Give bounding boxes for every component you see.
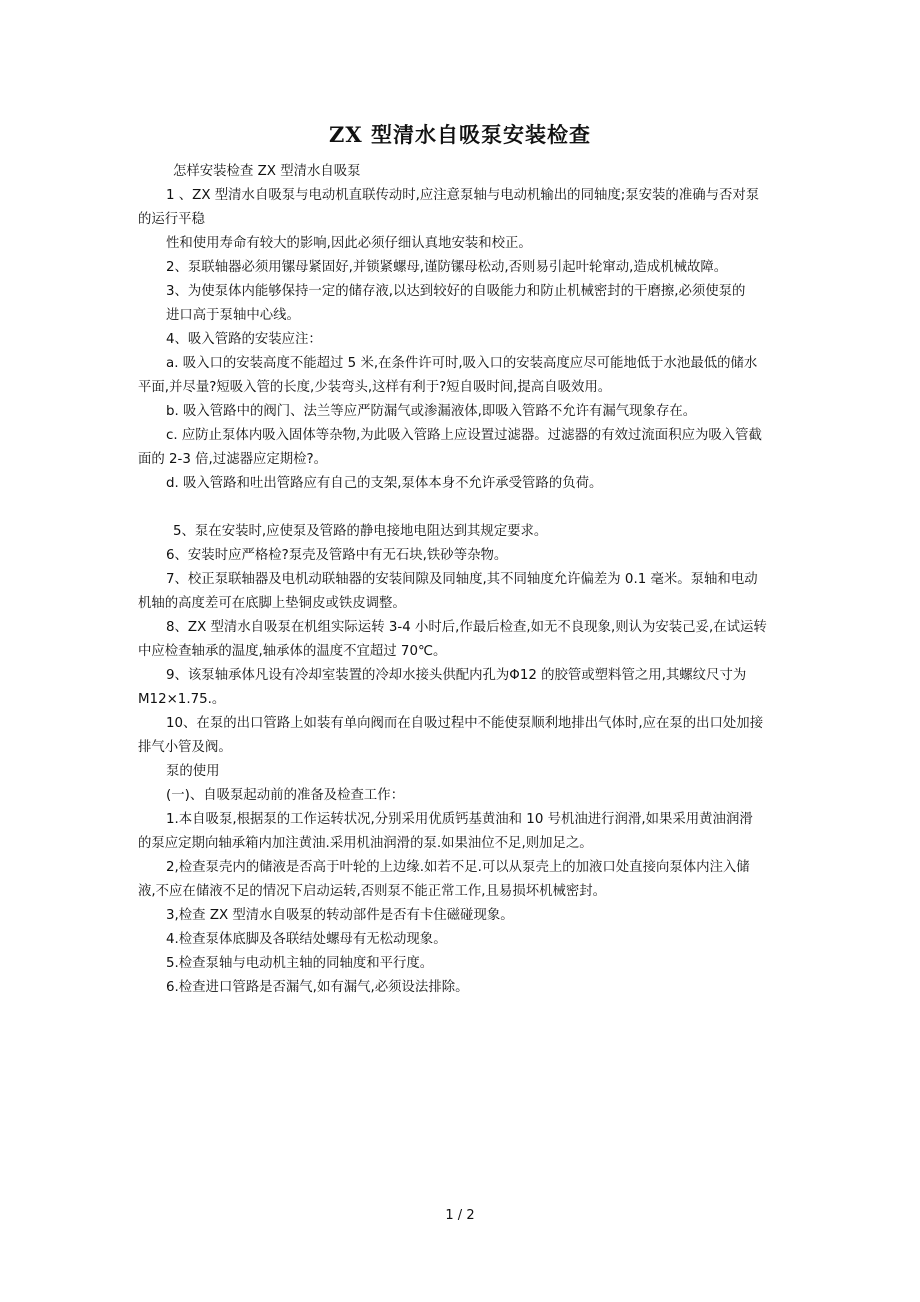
item-4c-line-1: c. 应防止泵体内吸入固体等杂物,为此吸入管路上应设置过滤器。过滤器的有效过流面积应为吸入管截: [166, 428, 762, 443]
item-1-line-2: 的运行平稳: [138, 212, 205, 227]
item-4a-line-2: 平面,并尽量?短吸入管的长度,少装弯头,这样有利于?短自吸时间,提高自吸效用。: [138, 380, 612, 395]
document-body: [138, 160, 788, 1000]
check-2-line-2: 液,不应在储液不足的情况下启动运转,否则泵不能正常工作,且易损坏机械密封。: [138, 884, 607, 899]
item-4b: b. 吸入管路中的阀门、法兰等应严防漏气或渗漏液体,即吸入管路不允许有漏气现象存在。: [166, 404, 697, 419]
check-1-line-2: 的泵应定期向轴承箱内加注黄油.采用机油润滑的泵.如果油位不足,则加足之。: [138, 836, 593, 851]
section-heading-usage: 泵的使用: [166, 764, 220, 779]
item-8-line-1: 8、ZX 型清水自吸泵在机组实际运转 3-4 小时后,作最后检查,如无不良现象,则认为安装己妥,在试运转: [166, 620, 767, 635]
item-1-line-1: 1 、ZX 型清水自吸泵与电动机直联传动时,应注意泵轴与电动机输出的同轴度;泵安装的准确与否对泵: [166, 188, 760, 203]
item-4d: d. 吸入管路和吐出管路应有自己的支架,泵体本身不允许承受管路的负荷。: [166, 476, 603, 491]
item-10-line-2: 排气小管及阀。: [138, 740, 232, 755]
intro-line: 怎样安装检查 ZX 型清水自吸泵: [173, 164, 361, 179]
item-10-line-1: 10、在泵的出口管路上如装有单向阀而在自吸过程中不能使泵顺利地排出气体时,应在泵的出口处加接: [166, 716, 764, 731]
check-4: 4.检查泵体底脚及各联结处螺母有无松动现象。: [166, 932, 447, 947]
check-5: 5.检查泵轴与电动机主轴的同轴度和平行度。: [166, 956, 434, 971]
item-4c-line-2: 面的 2-3 倍,过滤器应定期检?。: [138, 452, 328, 467]
item-3-line-1: 3、为使泵体内能够保持一定的储存液,以达到较好的自吸能力和防止机械密封的干磨擦,必须使泵的: [166, 284, 746, 299]
item-3-line-2: 进口高于泵轴中心线。: [166, 308, 300, 323]
item-8-line-2: 中应检查轴承的温度,轴承体的温度不宜超过 70℃。: [138, 644, 447, 659]
check-3: 3,检查 ZX 型清水自吸泵的转动部件是否有卡住磁碰现象。: [166, 908, 514, 923]
item-4a-line-1: a. 吸入口的安装高度不能超过 5 米,在条件许可时,吸入口的安装高度应尽可能地低于水池最低的储水: [166, 356, 758, 371]
subsection-heading-prestart: (一)、自吸泵起动前的准备及检查工作：: [166, 788, 405, 803]
item-6: 6、安装时应严格检?泵壳及管路中有无石块,铁砂等杂物。: [166, 548, 508, 563]
item-2: 2、泵联轴器必须用镙母紧固好,并锁紧螺母,谨防镙母松动,否则易引起叶轮窜动,造成机械故障。: [166, 260, 728, 275]
document-title: ZX 型清水自吸泵安装检查: [329, 122, 591, 147]
item-9-line-1: 9、该泵轴承体凡设有冷却室装置的冷却水接头供配内孔为Φ12 的胶管或塑料管之用,其螺纹尺寸为: [166, 668, 747, 683]
blank-line: [138, 496, 788, 520]
item-4: 4、吸入管路的安装应注：: [166, 332, 322, 347]
check-2-line-1: 2,检查泵壳内的储液是否高于叶轮的上边缘.如若不足.可以从泵壳上的加液口处直接向泵体内注入储: [166, 860, 750, 875]
check-6: 6.检查进口管路是否漏气,如有漏气,必须设法排除。: [166, 980, 469, 995]
item-7-line-2: 机轴的高度差可在底脚上垫铜皮或铁皮调整。: [138, 596, 406, 611]
page-number: 1 / 2: [445, 1208, 475, 1223]
item-5: 5、泵在安装时,应使泵及管路的静电接地电阻达到其规定要求。: [173, 524, 548, 539]
item-7-line-1: 7、校正泵联轴器及电机动联轴器的安装间隙及同轴度,其不同轴度允许偏差为 0.1 毫米。泵轴和电动: [166, 572, 758, 587]
item-1-line-3: 性和使用寿命有较大的影响,因此必须仔细认真地安装和校正。: [166, 236, 532, 251]
check-1-line-1: 1.本自吸泵,根据泵的工作运转状况,分别采用优质钙基黄油和 10 号机油进行润滑,如果采用黄油润滑: [166, 812, 753, 827]
item-9-line-2: M12×1.75.。: [138, 692, 226, 707]
